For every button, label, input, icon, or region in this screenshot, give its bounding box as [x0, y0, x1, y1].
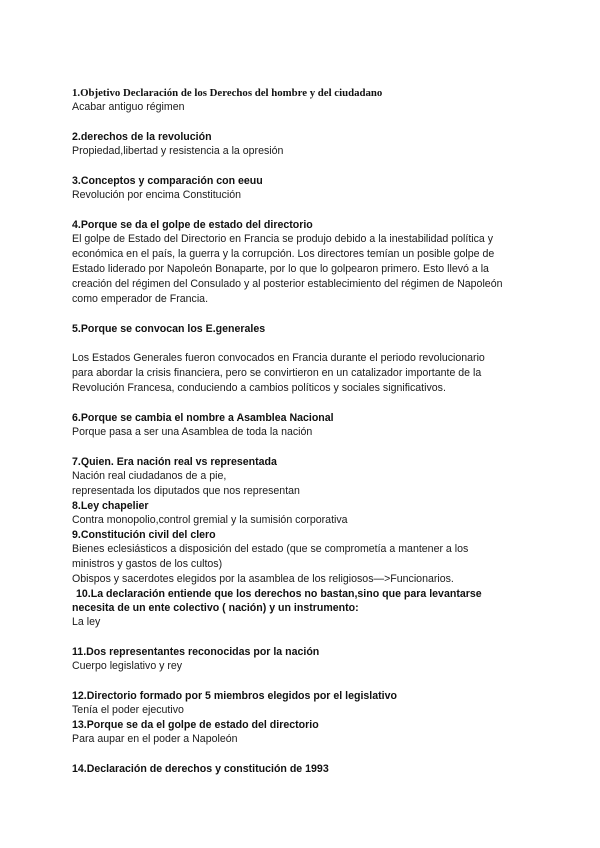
answer-4-line-1: El golpe de Estado del Directorio en Francia se produjo debido a la inestabilidad política y	[72, 233, 494, 245]
answer-7-line-2: representada los diputados que nos representan	[72, 485, 300, 497]
document-content	[72, 86, 532, 776]
answer-6-line-1: Porque pasa a ser una Asamblea de toda la nación	[72, 426, 313, 438]
question-4: 4.Porque se da el golpe de estado del directorio	[72, 219, 313, 231]
question-12: 12.Directorio formado por 5 miembros elegidos por el legislativo	[72, 690, 397, 702]
answer-9-line-1: Bienes eclesiásticos a disposición del estado (que se comprometía a mantener a los	[72, 543, 469, 555]
answer-7-line-1: Nación real ciudadanos de a pie,	[72, 470, 227, 482]
answer-3-line-1: Revolución por encima Constitución	[72, 189, 241, 201]
question-8: 8.Ley chapelier	[72, 500, 149, 512]
answer-13-line-1: Para aupar en el poder a Napoleón	[72, 733, 238, 745]
answer-4-line-4: creación del régimen del Consulado y al posterior establecimiento del régimen de Napoleón	[72, 278, 503, 290]
question-5: 5.Porque se convocan los E.generales	[72, 323, 266, 335]
answer-5-line-1: Los Estados Generales fueron convocados en Francia durante el periodo revolucionario	[72, 352, 485, 364]
answer-2-line-1: Propiedad,libertad y resistencia a la opresión	[72, 145, 284, 157]
answer-9-line-2: ministros y gastos de los cultos)	[72, 558, 223, 570]
question-13: 13.Porque se da el golpe de estado del directorio	[72, 719, 319, 731]
question-10-line-2: necesita de un ente colectivo ( nación) y un instrumento:	[72, 602, 359, 614]
answer-4-line-2: económica en el país, la guerra y la corrupción. Los directores temían un posible golpe de	[72, 248, 495, 260]
answer-9-line-3: Obispos y sacerdotes elegidos por la asamblea de los religiosos—>Funcionarios.	[72, 573, 454, 585]
answer-4-line-3: Estado liderado por Napoleón Bonaparte, por lo que lo golpearon primero. Esto llevó a la	[72, 263, 489, 275]
answer-11-line-1: Cuerpo legislativo y rey	[72, 660, 183, 672]
question-11: 11.Dos representantes reconocidas por la nación	[72, 646, 320, 658]
question-10-line-1: 10.La declaración entiende que los derechos no bastan,sino que para levantarse	[76, 588, 482, 600]
question-1: 1.Objetivo Declaración de los Derechos del hombre y del ciudadano	[72, 87, 383, 99]
question-2: 2.derechos de la revolución	[72, 131, 212, 143]
answer-4-line-5: como emperador de Francia.	[72, 293, 209, 305]
answer-8-line-1: Contra monopolio,control gremial y la sumisión corporativa	[72, 514, 348, 526]
answer-5-line-3: Revolución Francesa, conduciendo a cambios políticos y sociales significativos.	[72, 382, 446, 394]
question-6: 6.Porque se cambia el nombre a Asamblea Nacional	[72, 412, 334, 424]
answer-5-line-2: para abordar la crisis financiera, pero se convirtieron en un catalizador importante de la	[72, 367, 482, 379]
question-9: 9.Constitución civil del clero	[72, 529, 216, 541]
answer-1-line-1: Acabar antiguo régimen	[72, 101, 185, 113]
question-14: 14.Declaración de derechos y constitución de 1993	[72, 763, 329, 775]
answer-10-line-1: La ley	[72, 616, 101, 628]
answer-12-line-1: Tenía el poder ejecutivo	[72, 704, 184, 716]
question-3: 3.Conceptos y comparación con eeuu	[72, 175, 263, 187]
question-7: 7.Quien. Era nación real vs representada	[72, 456, 277, 468]
